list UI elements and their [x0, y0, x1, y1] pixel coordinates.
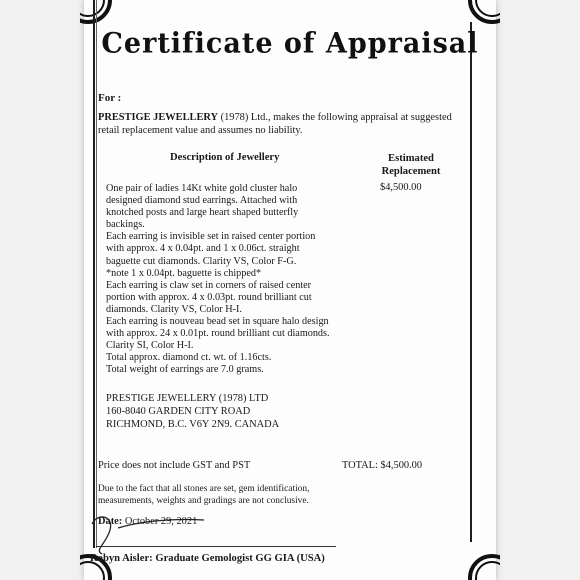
- description-line: diamonds. Clarity VS, Color H-I.: [106, 303, 242, 315]
- corner-ornament-bottom-right: [464, 548, 500, 580]
- replacement-price: $4,500.00: [380, 182, 422, 193]
- description-line: Clarity SI, Color H-I.: [106, 340, 194, 352]
- description-line: Total weight of earrings are 7.0 grams.: [106, 364, 264, 376]
- date-label: Date:: [98, 516, 123, 527]
- estimated-label: Estimated: [388, 153, 434, 164]
- description-line: with approx. 24 x 0.01pt. round brilliant cut diamonds.: [106, 328, 330, 340]
- left-border-line: [93, 0, 95, 548]
- gemologist-signature: Robyn Aisler: Graduate Gemologist GG GIA (USA): [90, 553, 325, 564]
- description-line: backings.: [106, 219, 145, 231]
- address-line: 160-8040 GARDEN CITY ROAD: [106, 406, 251, 418]
- appraisal-date: [98, 516, 197, 529]
- left-border-line-inner: [96, 0, 97, 548]
- estimated-replacement-header: [378, 152, 444, 178]
- total-amount: TOTAL: $4,500.00: [342, 460, 423, 471]
- signature-line: [96, 546, 336, 547]
- description-line: One pair of ladies 14Kt white gold cluster halo: [106, 183, 298, 194]
- date-value: October 29, 2021: [122, 516, 198, 527]
- for-label: For :: [98, 92, 122, 104]
- replacement-label: Replacement: [381, 166, 441, 177]
- certificate-title: Certificate of Appraisal: [101, 27, 479, 60]
- description-line: knotched posts and large heart shaped butterfly: [106, 207, 299, 219]
- right-border-line: [470, 22, 472, 542]
- description-line: Each earring is nouveau bead set in square halo design: [106, 316, 329, 328]
- description-line: Each earring is claw set in corners of raised center: [106, 279, 312, 291]
- description-column-header: Description of Jewellery: [170, 152, 280, 163]
- description-line: baguette cut diamonds. Clarity VS, Color F-G.: [106, 255, 297, 267]
- description-line: portion with approx. 4 x 0.03pt. round brilliant cut: [106, 291, 312, 303]
- intro-text: (1978) Ltd., makes the following appraisal at suggested retail replacement value and assumes no liability.: [98, 112, 452, 136]
- address-line: PRESTIGE JEWELLERY (1978) LTD: [106, 393, 269, 404]
- company-address: [106, 392, 279, 432]
- intro-company: PRESTIGE JEWELLERY: [98, 112, 219, 123]
- disclaimer-note: Due to the fact that all stones are set, gem identification, measurements, weights and gradings are not conclusive.: [98, 484, 310, 506]
- description-line: designed diamond stud earrings. Attached with: [106, 195, 298, 207]
- tax-note: Price does not include GST and PST: [98, 460, 251, 471]
- jewellery-description: [106, 183, 356, 377]
- address-line: RICHMOND, B.C. V6Y 2N9. CANADA: [106, 419, 280, 431]
- description-line: *note 1 x 0.04pt. baguette is chipped*: [106, 267, 262, 279]
- corner-ornament-top-left: [80, 0, 116, 30]
- description-line: Total approx. diamond ct. wt. of 1.16cts.: [106, 352, 272, 364]
- description-line: with approx. 4 x 0.04pt. and 1 x 0.06ct. straight: [106, 243, 300, 255]
- description-line: Each earring is invisible set in raised center portion: [106, 231, 316, 243]
- intro-paragraph: [98, 112, 458, 137]
